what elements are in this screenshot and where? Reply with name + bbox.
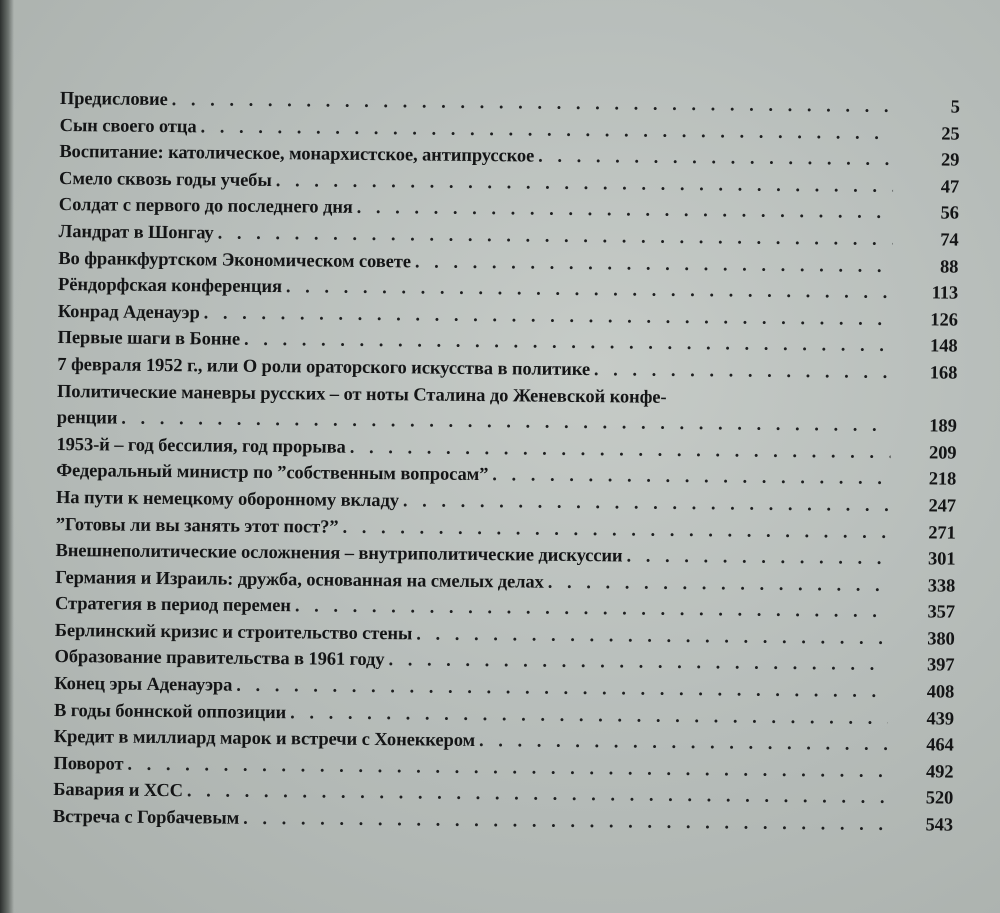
toc-leader-dots bbox=[538, 144, 893, 174]
toc-leader-dots bbox=[594, 357, 892, 386]
toc-entry-page: 247 bbox=[928, 496, 957, 517]
toc-entry-title: Первые шаги в Бонне bbox=[57, 328, 241, 351]
toc-leader-dots bbox=[670, 402, 891, 404]
toc-entry-title: Воспитание: католическое, монархистское, антипрусское bbox=[59, 142, 535, 167]
toc-entry-title: Федеральный министр по ”собственным вопросам” bbox=[56, 461, 489, 486]
toc-entry-page: 439 bbox=[926, 709, 955, 730]
toc-entry-page: 113 bbox=[931, 283, 959, 304]
toc-entry-title: Сын своего отца bbox=[59, 115, 197, 137]
toc-entry-page: 56 bbox=[940, 203, 959, 225]
toc-entry-title: Поворот bbox=[53, 753, 124, 775]
toc-leader-dots bbox=[492, 462, 890, 492]
toc-entry-page: 189 bbox=[929, 416, 957, 437]
toc-entry-page: 543 bbox=[925, 815, 954, 836]
toc-entry-page: 492 bbox=[925, 762, 954, 783]
toc-entry-page: 338 bbox=[927, 576, 956, 597]
toc-entry-title: Внешнеполитические осложнения – внутриполитические дискуссии bbox=[55, 541, 623, 567]
toc-entry-page: 218 bbox=[928, 469, 957, 490]
toc-entry-page: 29 bbox=[940, 150, 960, 171]
toc-entry-title: Ландрат в Шонгау bbox=[58, 221, 214, 244]
toc-leader-dots bbox=[626, 544, 889, 573]
toc-entry-page: 408 bbox=[926, 682, 955, 703]
toc-entry-page: 380 bbox=[927, 629, 955, 650]
toc-entry-title: Германия и Израиль: дружба, основанная на смелых делах bbox=[55, 567, 544, 593]
toc-entry-title: Кредит в миллиард марок и встречи с Хонеккером bbox=[53, 727, 476, 752]
toc-entry-page: 47 bbox=[940, 177, 960, 198]
toc-entry-page: 148 bbox=[929, 336, 958, 357]
toc-entry-title: В годы боннской оппозиции bbox=[53, 700, 287, 723]
toc-entry-page: 126 bbox=[930, 310, 958, 331]
toc-entry-title: 7 февраля 1952 г., или О роли ораторского искусства в политике bbox=[57, 354, 591, 381]
toc-entry-page: 5 bbox=[950, 97, 960, 118]
table-of-contents bbox=[53, 86, 960, 839]
toc-entry-page: 357 bbox=[927, 602, 956, 623]
toc-entry-title: Бавария и ХСС bbox=[53, 780, 183, 802]
toc-entry-title: На пути к немецкому оборонному вкладу bbox=[55, 487, 400, 512]
toc-entry-title: Стратегия в период перемен bbox=[54, 594, 291, 617]
toc-entry-page: 397 bbox=[926, 655, 955, 677]
toc-entry-title: Встреча с Горбачевым bbox=[52, 806, 240, 829]
toc-entry-title: Во франкфуртском Экономическом совете bbox=[58, 248, 411, 272]
toc-entry-title: Образование правительства в 1961 году bbox=[54, 647, 385, 671]
toc-entry-title: Конец эры Аденауэра bbox=[54, 674, 233, 696]
toc-entry-title: Предисловие bbox=[59, 88, 168, 111]
toc-entry-title: Конрад Аденауэр bbox=[57, 301, 200, 324]
toc-entry-title: Политические маневры русских – от ноты Сталина до Женевской конфе- bbox=[56, 381, 667, 408]
toc-entry-title: Смело сквозь годы учебы bbox=[59, 168, 272, 191]
toc-entry-title: ”Готовы ли вы занять этот пост?” bbox=[55, 514, 339, 538]
toc-entry-page: 464 bbox=[926, 735, 954, 756]
toc-entry-title: Солдат с первого до последнего дня bbox=[58, 195, 353, 219]
toc-entry-title: 1953-й – год бессилия, год прорыва bbox=[56, 434, 346, 458]
toc-entry-title: Берлинский кризис и строительство стены bbox=[54, 620, 413, 645]
toc-entry-page: 74 bbox=[940, 230, 959, 251]
toc-entry-page: 88 bbox=[939, 257, 959, 278]
page-edge-shadow bbox=[0, 0, 14, 913]
toc-entry-page: 25 bbox=[941, 124, 960, 145]
toc-leader-dots bbox=[479, 728, 888, 759]
toc-entry-title: ренции bbox=[56, 408, 118, 429]
toc-entry-page: 520 bbox=[925, 788, 954, 810]
toc-leader-dots bbox=[548, 569, 890, 599]
toc-entry-page bbox=[891, 405, 957, 406]
toc-leader-dots bbox=[243, 806, 887, 839]
toc-entry-page: 209 bbox=[928, 443, 957, 464]
toc-entry-page: 301 bbox=[927, 549, 956, 570]
toc-entry-page: 168 bbox=[929, 363, 958, 384]
toc-entry-page: 271 bbox=[928, 522, 956, 544]
toc-entry-title: Рёндорфская конференция bbox=[57, 275, 283, 298]
